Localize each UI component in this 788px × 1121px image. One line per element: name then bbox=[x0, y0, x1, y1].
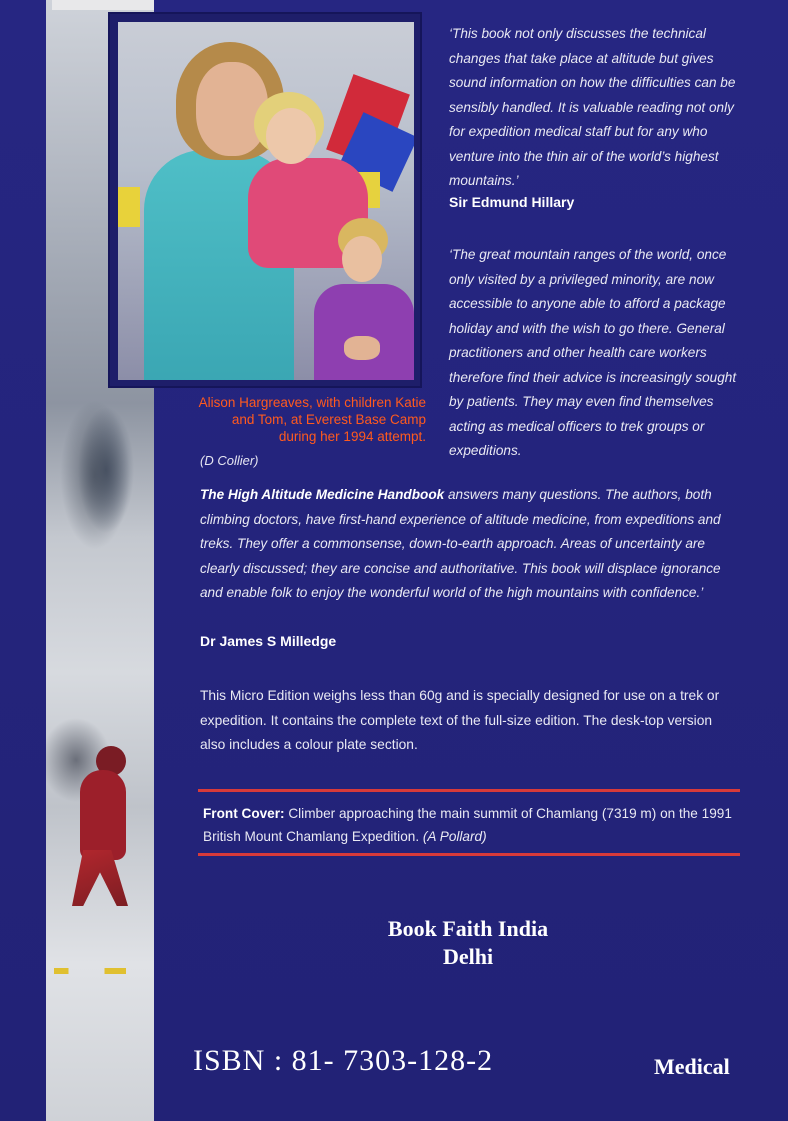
book-title: The High Altitude Medicine Handbook bbox=[200, 487, 445, 502]
boy-face bbox=[342, 236, 382, 282]
child-purple-coat bbox=[314, 284, 414, 380]
divider-bottom bbox=[198, 853, 740, 856]
strip-top-edge bbox=[52, 0, 154, 10]
strip-rock-shadow bbox=[60, 400, 130, 550]
photo-caption: Alison Hargreaves, with children Katie and Tom, at Everest Base Camp during her 1994 attempt. bbox=[198, 395, 426, 444]
family-photo bbox=[110, 14, 420, 386]
hand bbox=[344, 336, 380, 360]
front-cover-note bbox=[203, 803, 738, 848]
category-label: Medical bbox=[654, 1054, 730, 1079]
front-cover-label: Front Cover: bbox=[203, 806, 285, 821]
climber-figure bbox=[62, 740, 146, 910]
quote-hillary: ‘This book not only discusses the technical changes that take place at altitude but gives sound information on how the difficulties can be sensibly handled. It is valuable reading not only for expedition medical staff but for any who venture into the thin air of the world’s highest mountains.’ bbox=[449, 26, 736, 188]
climber-body bbox=[80, 770, 126, 860]
divider-top bbox=[198, 789, 740, 792]
endorsement-author: Dr James S Milledge bbox=[200, 633, 337, 649]
micro-edition-note: This Micro Edition weighs less than 60g and is specially designed for use on a trek or expedition. It contains the complete text of the full-size edition. The desk-top version also includes a colour plate section. bbox=[200, 688, 720, 752]
isbn: ISBN : 81- 7303-128-2 bbox=[193, 1044, 494, 1077]
endorsement-text: answers many questions. The authors, both climbing doctors, have first-hand experience of altitude medicine, from expeditions and treks. They offer a commonsense, down-to-earth approach. Areas of uncertainty are clearly discussed; they are concise and authoritative. This book will displace ignorance and enable folk to enjoy the wonderful world of the high mountains with confidence.’ bbox=[200, 487, 721, 600]
quote-practitioners: ‘The great mountain ranges of the world, once only visited by a privileged minority, are now accessible to anyone able to afford a package holiday and with the wish to go there. General practitioners and other health care workers therefore find their advice is increasingly sought by patients. They may even find themselves acting as medical officers to trek groups or expeditions. bbox=[449, 247, 737, 458]
tent-yellow bbox=[118, 187, 140, 227]
quote-hillary-author: Sir Edmund Hillary bbox=[449, 194, 575, 210]
publisher-name: Book Faith India bbox=[387, 916, 549, 941]
snow-markers bbox=[54, 968, 126, 974]
endorsement-paragraph bbox=[200, 483, 740, 606]
photo-credit: (D Collier) bbox=[200, 453, 259, 468]
publisher-city: Delhi bbox=[442, 944, 494, 969]
child-face bbox=[266, 108, 316, 164]
publisher-block bbox=[318, 915, 618, 971]
front-cover-credit: (A Pollard) bbox=[422, 828, 487, 844]
front-cover-text: Climber approaching the main summit of Chamlang (7319 m) on the 1991 British Mount Chamlang Expedition. bbox=[203, 806, 732, 844]
family-photo-image bbox=[118, 22, 414, 380]
